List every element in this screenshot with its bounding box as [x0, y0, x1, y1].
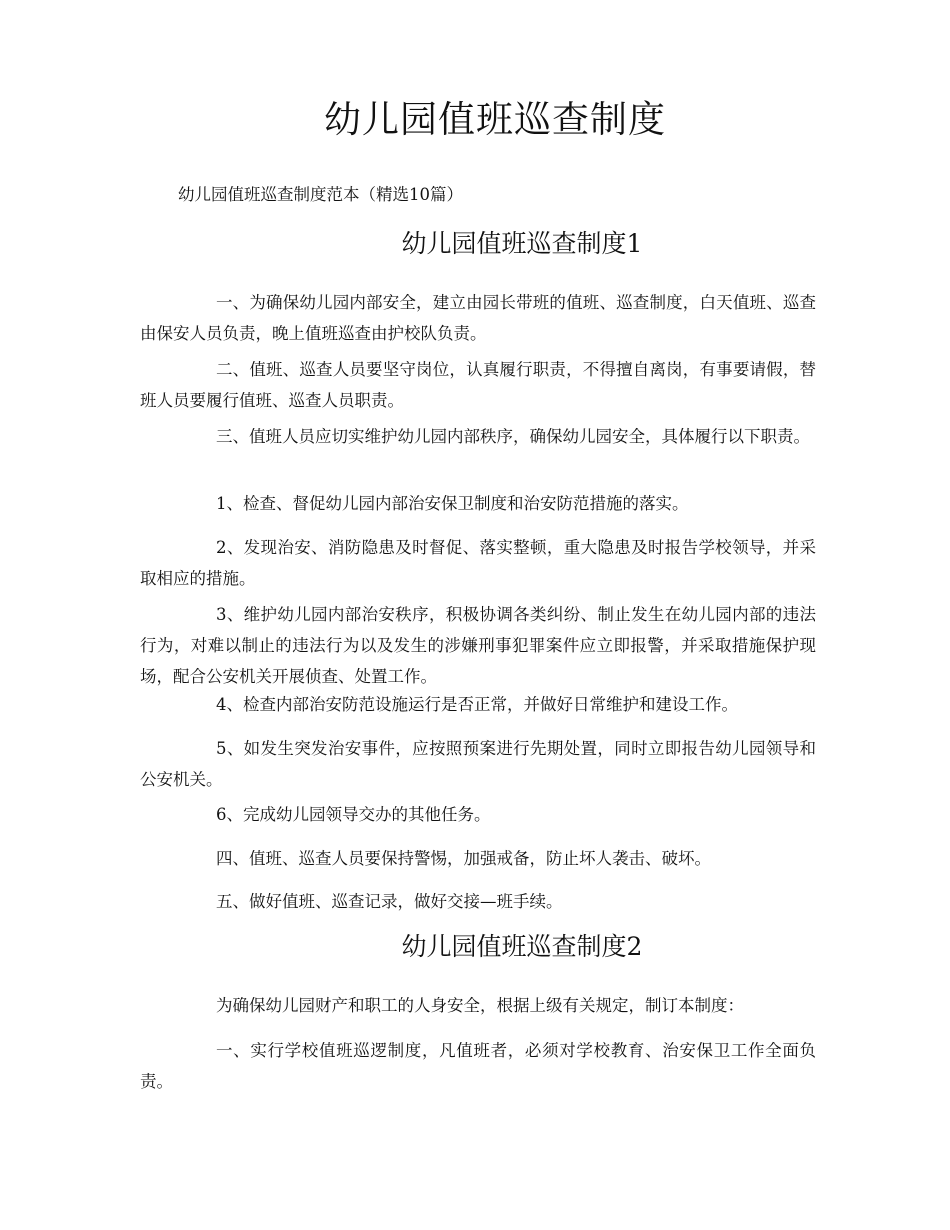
paragraph: 6、完成幼儿园领导交办的其他任务。 [216, 805, 491, 824]
section-heading: 幼儿园值班巡查制度2 [401, 932, 643, 961]
paragraph: 二、值班、巡查人员要坚守岗位，认真履行职责，不得擅自离岗，有事要请假，替班人员要履行值班、巡查人员职责。 [140, 360, 816, 410]
document-title: 幼儿园值班巡查制度 [324, 98, 666, 141]
paragraph: 为确保幼儿园财产和职工的人身安全，根据上级有关规定，制订本制度： [216, 996, 744, 1015]
paragraph: 3、维护幼儿园内部治安秩序，积极协调各类纠纷、制止发生在幼儿园内部的违法行为，对难以制止的违法行为以及发生的涉嫌刑事犯罪案件应立即报警，并采取措施保护现场，配合公安机关开展侦查、处置工作。 [140, 605, 816, 686]
paragraph: 一、实行学校值班巡逻制度，凡值班者，必须对学校教育、治安保卫工作全面负责。 [140, 1041, 816, 1091]
paragraph: 4、检查内部治安防范设施运行是否正常，并做好日常维护和建设工作。 [216, 695, 738, 714]
paragraph: 1、检查、督促幼儿园内部治安保卫制度和治安防范措施的落实。 [216, 494, 689, 513]
paragraph: 四、值班、巡查人员要保持警惕，加强戒备，防止坏人袭击、破坏。 [216, 849, 711, 868]
document-subtitle: 幼儿园值班巡查制度范本（精选10篇） [178, 185, 463, 204]
paragraph: 5、如发生突发治安事件，应按照预案进行先期处置，同时立即报告幼儿园领导和公安机关。 [140, 739, 816, 789]
paragraph: 三、值班人员应切实维护幼儿园内部秩序，确保幼儿园安全，具体履行以下职责。 [216, 427, 810, 446]
paragraph: 五、做好值班、巡查记录，做好交接—班手续。 [216, 892, 563, 911]
paragraph: 2、发现治安、消防隐患及时督促、落实整顿，重大隐患及时报告学校领导，并采取相应的措施。 [140, 538, 816, 588]
section-heading: 幼儿园值班巡查制度1 [401, 229, 643, 258]
paragraph: 一、为确保幼儿园内部安全，建立由园长带班的值班、巡查制度，白天值班、巡查由保安人员负责，晚上值班巡查由护校队负责。 [140, 293, 816, 343]
